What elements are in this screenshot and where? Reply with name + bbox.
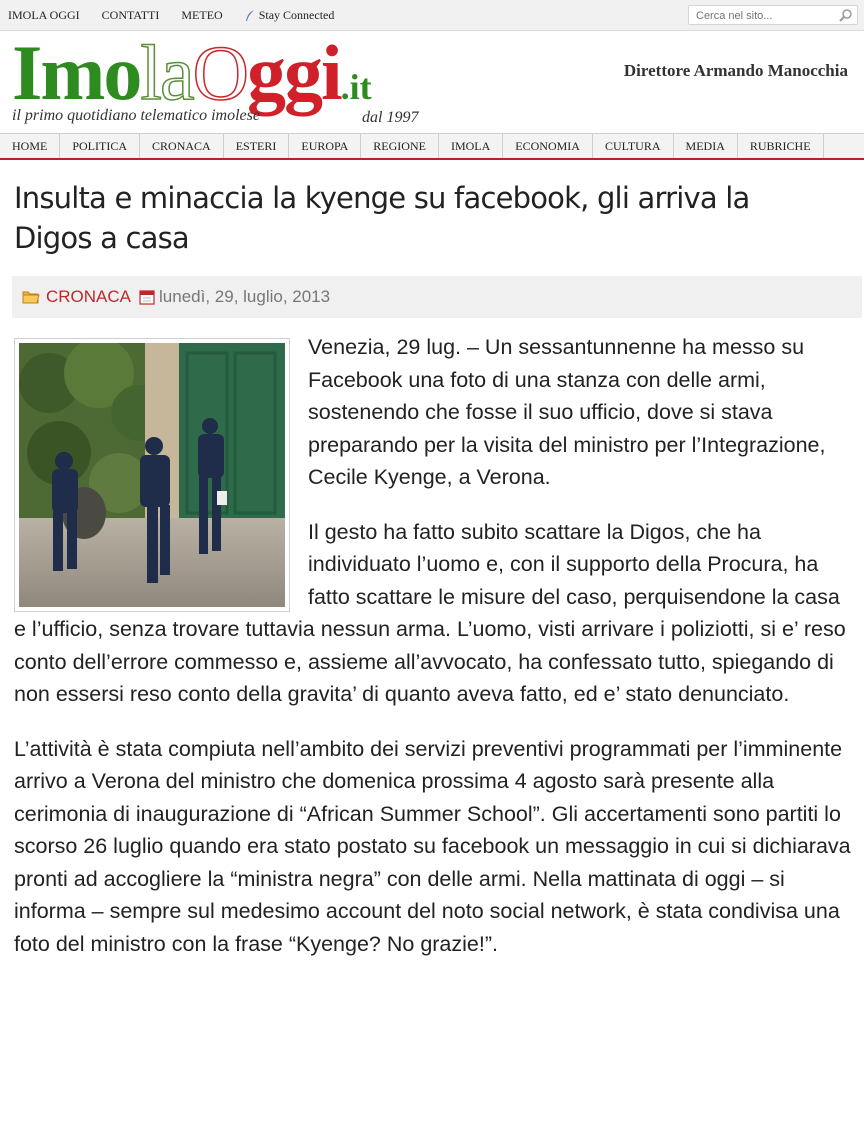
nav-item-media[interactable]: MEDIA (674, 134, 738, 158)
logo-part-imola: Imo (12, 29, 141, 116)
photo-spacer (14, 331, 308, 613)
feather-icon (245, 10, 255, 22)
article-body (14, 331, 856, 960)
logo-part-ggi: ggi (246, 29, 341, 116)
article-category-link[interactable]: CRONACA (46, 287, 132, 306)
nav-item-regione[interactable]: REGIONE (361, 134, 439, 158)
article-meta-bar (12, 276, 862, 318)
logo-part-la: la (140, 29, 193, 116)
site-since: dal 1997 (362, 109, 419, 126)
article-title: Insulta e minaccia la kyenge su facebook, gli arriva la Digos a casa (14, 181, 750, 255)
top-links (8, 8, 378, 23)
article-paragraph-1: Venezia, 29 lug. – Un sessantunnenne ha messo su Facebook una foto di una stanza con delle armi, sostenendo che fosse il suo ufficio, dove si stava preparando per la visita del ministro per l’Integrazione, Cecile Kyenge, a Verona. (308, 335, 826, 489)
nav-item-esteri[interactable]: ESTERI (224, 134, 290, 158)
stay-connected-link[interactable] (245, 8, 357, 23)
logo-part-it: .it (340, 67, 372, 107)
nav-item-rubriche[interactable]: RUBRICHE (738, 134, 824, 158)
top-link-meteo[interactable]: METEO (181, 8, 223, 22)
logo-part-o: O (192, 29, 247, 116)
article-meta (22, 287, 330, 307)
article-paragraph-3: L’attività è stata compiuta nell’ambito dei servizi preventivi programmati per l’imminente arrivo a Verona del ministro che domenica prossima 4 agosto sarà presente alla cerimonia di inaugurazione di “African Summer School”. Gli accertamenti sono partiti lo scorso 26 luglio quando era stato postato su facebook un messaggio in cui si dichiarava pronti ad accogliere la “ministra negra” con delle armi. Nella mattinata di oggi – si informa – sempre sul medesimo account del noto social network, è stata condivisa una foto del ministro con la frase “Kyenge? No grazie!”. (14, 736, 851, 956)
calendar-icon (139, 289, 155, 305)
nav-item-cultura[interactable]: CULTURA (593, 134, 674, 158)
stay-connected-label: Stay Connected (258, 8, 335, 22)
article-date: lunedì, 29, luglio, 2013 (159, 287, 331, 306)
nav-item-politica[interactable]: POLITICA (60, 134, 140, 158)
nav-item-cronaca[interactable]: CRONACA (140, 134, 224, 158)
nav-item-economia[interactable]: ECONOMIA (503, 134, 593, 158)
main-nav (0, 133, 864, 160)
search-box (688, 5, 858, 25)
nav-item-imola[interactable]: IMOLA (439, 134, 503, 158)
top-link-contatti[interactable]: CONTATTI (101, 8, 160, 22)
article-paragraph-2: Il gesto ha fatto subito scattare la Digos, che ha individuato l’uomo e, con il supporto della Procura, ha fatto scattare le misure del caso, perquisendone la casa e l’ufficio, senza trovare tuttavia nessun arma. L’uomo, visti arrivare i poliziotti, si e’ reso conto dell’errore commesso e, assieme all’avvocato, ha confessato tutto, spiegando di non essersi reso conto della gravita’ di quanto aveva fatto, ed e’ stato denunciato. (14, 519, 846, 706)
site-tagline: il primo quotidiano telematico imolese (12, 107, 260, 124)
nav-item-europa[interactable]: EUROPA (289, 134, 361, 158)
masthead (0, 31, 864, 133)
search-input[interactable] (694, 7, 838, 25)
director-name: Direttore Armando Manocchia (623, 61, 848, 80)
search-icon[interactable] (839, 8, 853, 22)
top-utility-bar (0, 0, 864, 31)
nav-item-home[interactable]: HOME (0, 134, 60, 158)
folder-icon (22, 290, 40, 304)
top-link-imola-oggi[interactable]: IMOLA OGGI (8, 8, 80, 22)
